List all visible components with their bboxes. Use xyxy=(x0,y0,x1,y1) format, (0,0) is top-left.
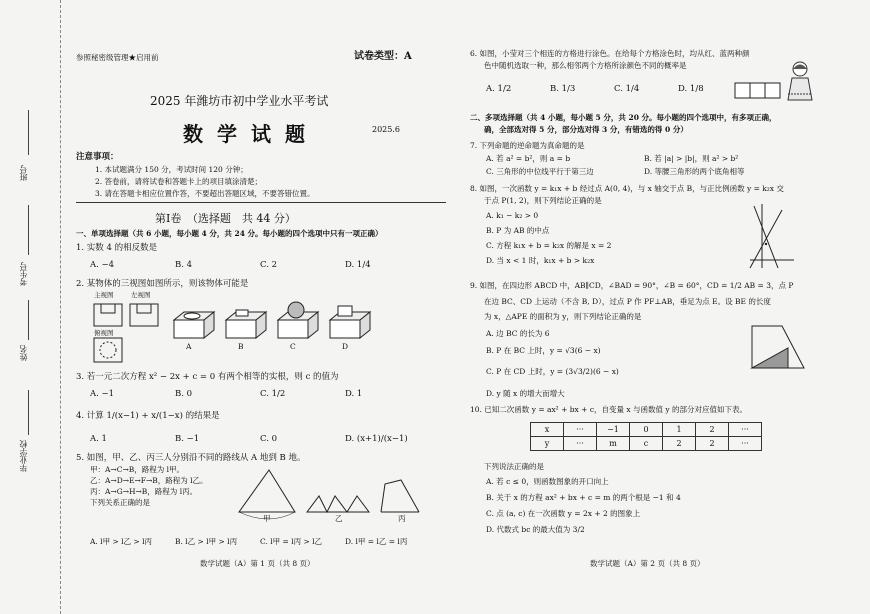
class-line xyxy=(28,110,29,155)
q2-three-views-figure xyxy=(90,300,370,360)
q5-stem: 5. 如图，甲、乙、丙三人分别沿不同的路线从 A 地到 B 地。 xyxy=(76,453,306,463)
q4-opt-a: A. 1 xyxy=(90,434,107,444)
q4-stem: 4. 计算 1/(x−1) + x/(1−x) 的结果是 xyxy=(76,411,220,421)
table-cell: −1 xyxy=(597,423,630,437)
school-line xyxy=(28,390,29,435)
note-3: 3. 请在答题卡相应位置作答，不要超出答题区域，不要答错位置。 xyxy=(95,189,315,198)
q3-opt-b: B. 0 xyxy=(175,389,193,399)
table-cell: 2 xyxy=(663,437,696,451)
front-view-label: 主视图 xyxy=(94,291,114,299)
q6-opt-b: B. 1/3 xyxy=(550,84,576,94)
q9-opt-c: C. P 在 CD 上时，y = (3√3/2)(6 − x) xyxy=(486,367,619,376)
q2-stem: 2. 某物体的三视图如图所示，则该物体可能是 xyxy=(76,279,249,289)
top-view-label: 俯视图 xyxy=(94,329,114,337)
school-label: 毕业学校 xyxy=(19,440,28,472)
q9-opt-b: B. P 在 BC 上时，y = √3(6 − x) xyxy=(486,346,601,355)
table-row xyxy=(531,437,762,451)
table-cell: 2 xyxy=(696,437,729,451)
q6-opt-c: C. 1/4 xyxy=(614,84,640,94)
q7-opt-d: D. 等腰三角形的两个底角相等 xyxy=(644,167,745,176)
q10-stem: 10. 已知二次函数 y = ax² + bx + c，自变量 x 与函数值 y 的部分对应值如下表。 xyxy=(470,405,748,414)
exam-number-label: 考生号 xyxy=(19,262,28,286)
q2-opt-b: B xyxy=(238,342,244,351)
exam-number-line xyxy=(28,205,29,255)
q2-opt-c: C xyxy=(290,342,296,351)
name-label: 姓名 xyxy=(19,345,28,361)
table-cell: ··· xyxy=(564,437,597,451)
q10-opt-d: D. 代数式 bc 的最大值为 3/2 xyxy=(486,525,585,534)
q6-stem-1: 6. 如图，小莹对三个相连的方格进行涂色。在给每个方格涂色时，均从红、蓝两种颜 xyxy=(470,49,750,58)
q8-stem-2: 于点 P(1, 2)，则下列结论正确的是 xyxy=(484,196,602,205)
q5-fig-label-jia: 甲 xyxy=(263,514,271,523)
q6-opt-d: D. 1/8 xyxy=(678,84,704,94)
class-label: 班号 xyxy=(19,165,28,181)
q10-opt-a: A. 若 c ≤ 0，则函数图象的开口向上 xyxy=(486,477,609,486)
multi-choice-title-2: 确，全部选对得 5 分，部分选对得 3 分，有错选的得 0 分） xyxy=(484,125,688,134)
q8-function-graph xyxy=(746,202,796,272)
q7-opt-a: A. 若 a² = b²，则 a = b xyxy=(486,154,571,163)
table-cell: ··· xyxy=(729,423,762,437)
notes-title: 注意事项： xyxy=(76,152,119,162)
q8-opt-d: D. 当 x < 1 时，k₁x + b > k₂x xyxy=(486,256,595,265)
q4-opt-c: C. 0 xyxy=(260,434,278,444)
paper-type: 试卷类型：A xyxy=(354,51,412,62)
table-cell: m xyxy=(597,437,630,451)
q5-line-3: 丙：A→G→H→B，路程为 l丙。 xyxy=(90,487,198,496)
note-2: 2. 答卷前，请将试卷和答题卡上的项目填涂清楚； xyxy=(95,177,263,186)
footer-right: 数学试题（A）第 2 页（共 8 页） xyxy=(590,559,705,568)
q3-stem: 3. 若一元二次方程 x² − 2x + c = 0 有两个相等的实根，则 c 的值为 xyxy=(76,372,339,382)
secret-label: 参照秘密级管理★启用前 xyxy=(76,53,159,62)
name-line xyxy=(28,300,29,340)
q5-opt-d: D. l甲 = l乙 = l丙 xyxy=(345,537,408,546)
exam-date: 2025.6 xyxy=(372,125,400,134)
q9-stem-1: 9. 如图，在四边形 ABCD 中，AB∥CD，∠BAD = 90°，∠B = 60°，CD = 1/2 AB = 3，点 P xyxy=(470,281,794,290)
q4-opt-d: D. (x+1)/(x−1) xyxy=(345,434,408,444)
q5-fig-label-bing: 丙 xyxy=(398,514,406,523)
q2-opt-a: A xyxy=(186,342,192,351)
table-cell: ··· xyxy=(729,437,762,451)
q10-opt-b: B. 关于 x 的方程 ax² + bx + c = m 的两个根是 −1 和 4 xyxy=(486,493,681,502)
q5-fig-label-yi: 乙 xyxy=(335,514,343,523)
q6-grid-figure xyxy=(734,82,782,100)
q8-opt-b: B. P 为 AB 的中点 xyxy=(486,226,550,235)
q1-opt-a: A. −4 xyxy=(90,260,115,270)
q5-opt-c: C. l甲 = l丙 > l乙 xyxy=(260,537,323,546)
q7-opt-b: B. 若 |a| > |b|，则 a² > b² xyxy=(644,154,739,163)
table-cell: y xyxy=(531,437,564,451)
q1-opt-d: D. 1/4 xyxy=(345,260,371,270)
q8-opt-c: C. 方程 k₁x + b = k₂x 的解是 x = 2 xyxy=(486,241,612,250)
subject-title: 数学试题 xyxy=(183,122,319,146)
binding-sidebar xyxy=(0,0,61,614)
footer-left: 数学试题（A）第 1 页（共 8 页） xyxy=(200,559,315,568)
q1-opt-b: B. 4 xyxy=(175,260,193,270)
part1-title: 第Ⅰ卷 （选择题 共 44 分） xyxy=(155,212,296,225)
table-row xyxy=(531,423,762,437)
q5-opt-b: B. l乙 > l甲 > l丙 xyxy=(175,537,238,546)
note-1: 1. 本试题满分 150 分，考试时间 120 分钟； xyxy=(95,165,248,174)
q5-line-2: 乙：A→D→E→F→B，路程为 l乙。 xyxy=(90,476,208,485)
q2-opt-d: D xyxy=(342,342,349,351)
q6-stem-2: 色中随机选取一种，那么相邻两个方格所涂颜色不同的概率是 xyxy=(484,61,687,70)
divider xyxy=(76,202,446,203)
q3-opt-d: D. 1 xyxy=(345,389,363,399)
q5-line-4: 下列关系正确的是 xyxy=(90,498,150,507)
q4-opt-b: B. −1 xyxy=(175,434,200,444)
single-choice-title: 一、单项选择题（共 6 小题，每小题 4 分，共 24 分。每小题的四个选项中只有一项正确） xyxy=(76,229,383,238)
multi-choice-title-1: 二、多项选择题（共 4 小题，每小题 5 分，共 20 分。每小题的四个选项中，有多项正确， xyxy=(470,113,777,122)
table-cell: c xyxy=(630,437,663,451)
q7-opt-c: C. 三角形的中位线平行于第三边 xyxy=(486,167,594,176)
q10-after: 下列说法正确的是 xyxy=(484,462,544,471)
student-illustration xyxy=(786,60,814,104)
q5-line-1: 甲：A→C→B，路程为 l甲。 xyxy=(90,465,185,474)
exam-title: 2025 年潍坊市初中学业水平考试 xyxy=(150,94,329,108)
q9-stem-3: 为 x，△APE 的面积为 y，则下列结论正确的是 xyxy=(484,312,642,321)
q8-opt-a: A. k₁ − k₂ > 0 xyxy=(486,211,539,220)
q1-stem: 1. 实数 4 的相反数是 xyxy=(76,243,158,253)
q9-quadrilateral-figure xyxy=(748,318,808,374)
q7-stem: 7. 下列命题的逆命题为真命题的是 xyxy=(470,141,585,150)
table-cell: 2 xyxy=(696,423,729,437)
q10-opt-c: C. 点 (a, c) 在一次函数 y = 2x + 2 的图象上 xyxy=(486,509,641,518)
q3-opt-c: C. 1/2 xyxy=(260,389,286,399)
table-cell: 0 xyxy=(630,423,663,437)
q5-opt-a: A. l甲 > l乙 > l丙 xyxy=(90,537,152,546)
table-cell: ··· xyxy=(564,423,597,437)
q9-stem-2: 在边 BC、CD 上运动（不含 B, D），过点 P 作 PF⊥AB，垂足为点 E。设 BE 的长度 xyxy=(484,297,771,306)
q6-opt-a: A. 1/2 xyxy=(486,84,512,94)
q8-stem-1: 8. 如图，一次函数 y = k₁x + b 经过点 A(0, 4)，与 x 轴交于点 B，与正比例函数 y = k₂x 交 xyxy=(470,184,784,193)
q3-opt-a: A. −1 xyxy=(90,389,115,399)
q9-opt-a: A. 边 BC 的长为 6 xyxy=(486,329,550,338)
q1-opt-c: C. 2 xyxy=(260,260,278,270)
q10-value-table xyxy=(530,422,762,451)
side-view-label: 左视图 xyxy=(131,291,151,299)
q9-opt-d: D. y 随 x 的增大而增大 xyxy=(486,389,565,398)
table-cell: x xyxy=(531,423,564,437)
table-cell: 1 xyxy=(663,423,696,437)
